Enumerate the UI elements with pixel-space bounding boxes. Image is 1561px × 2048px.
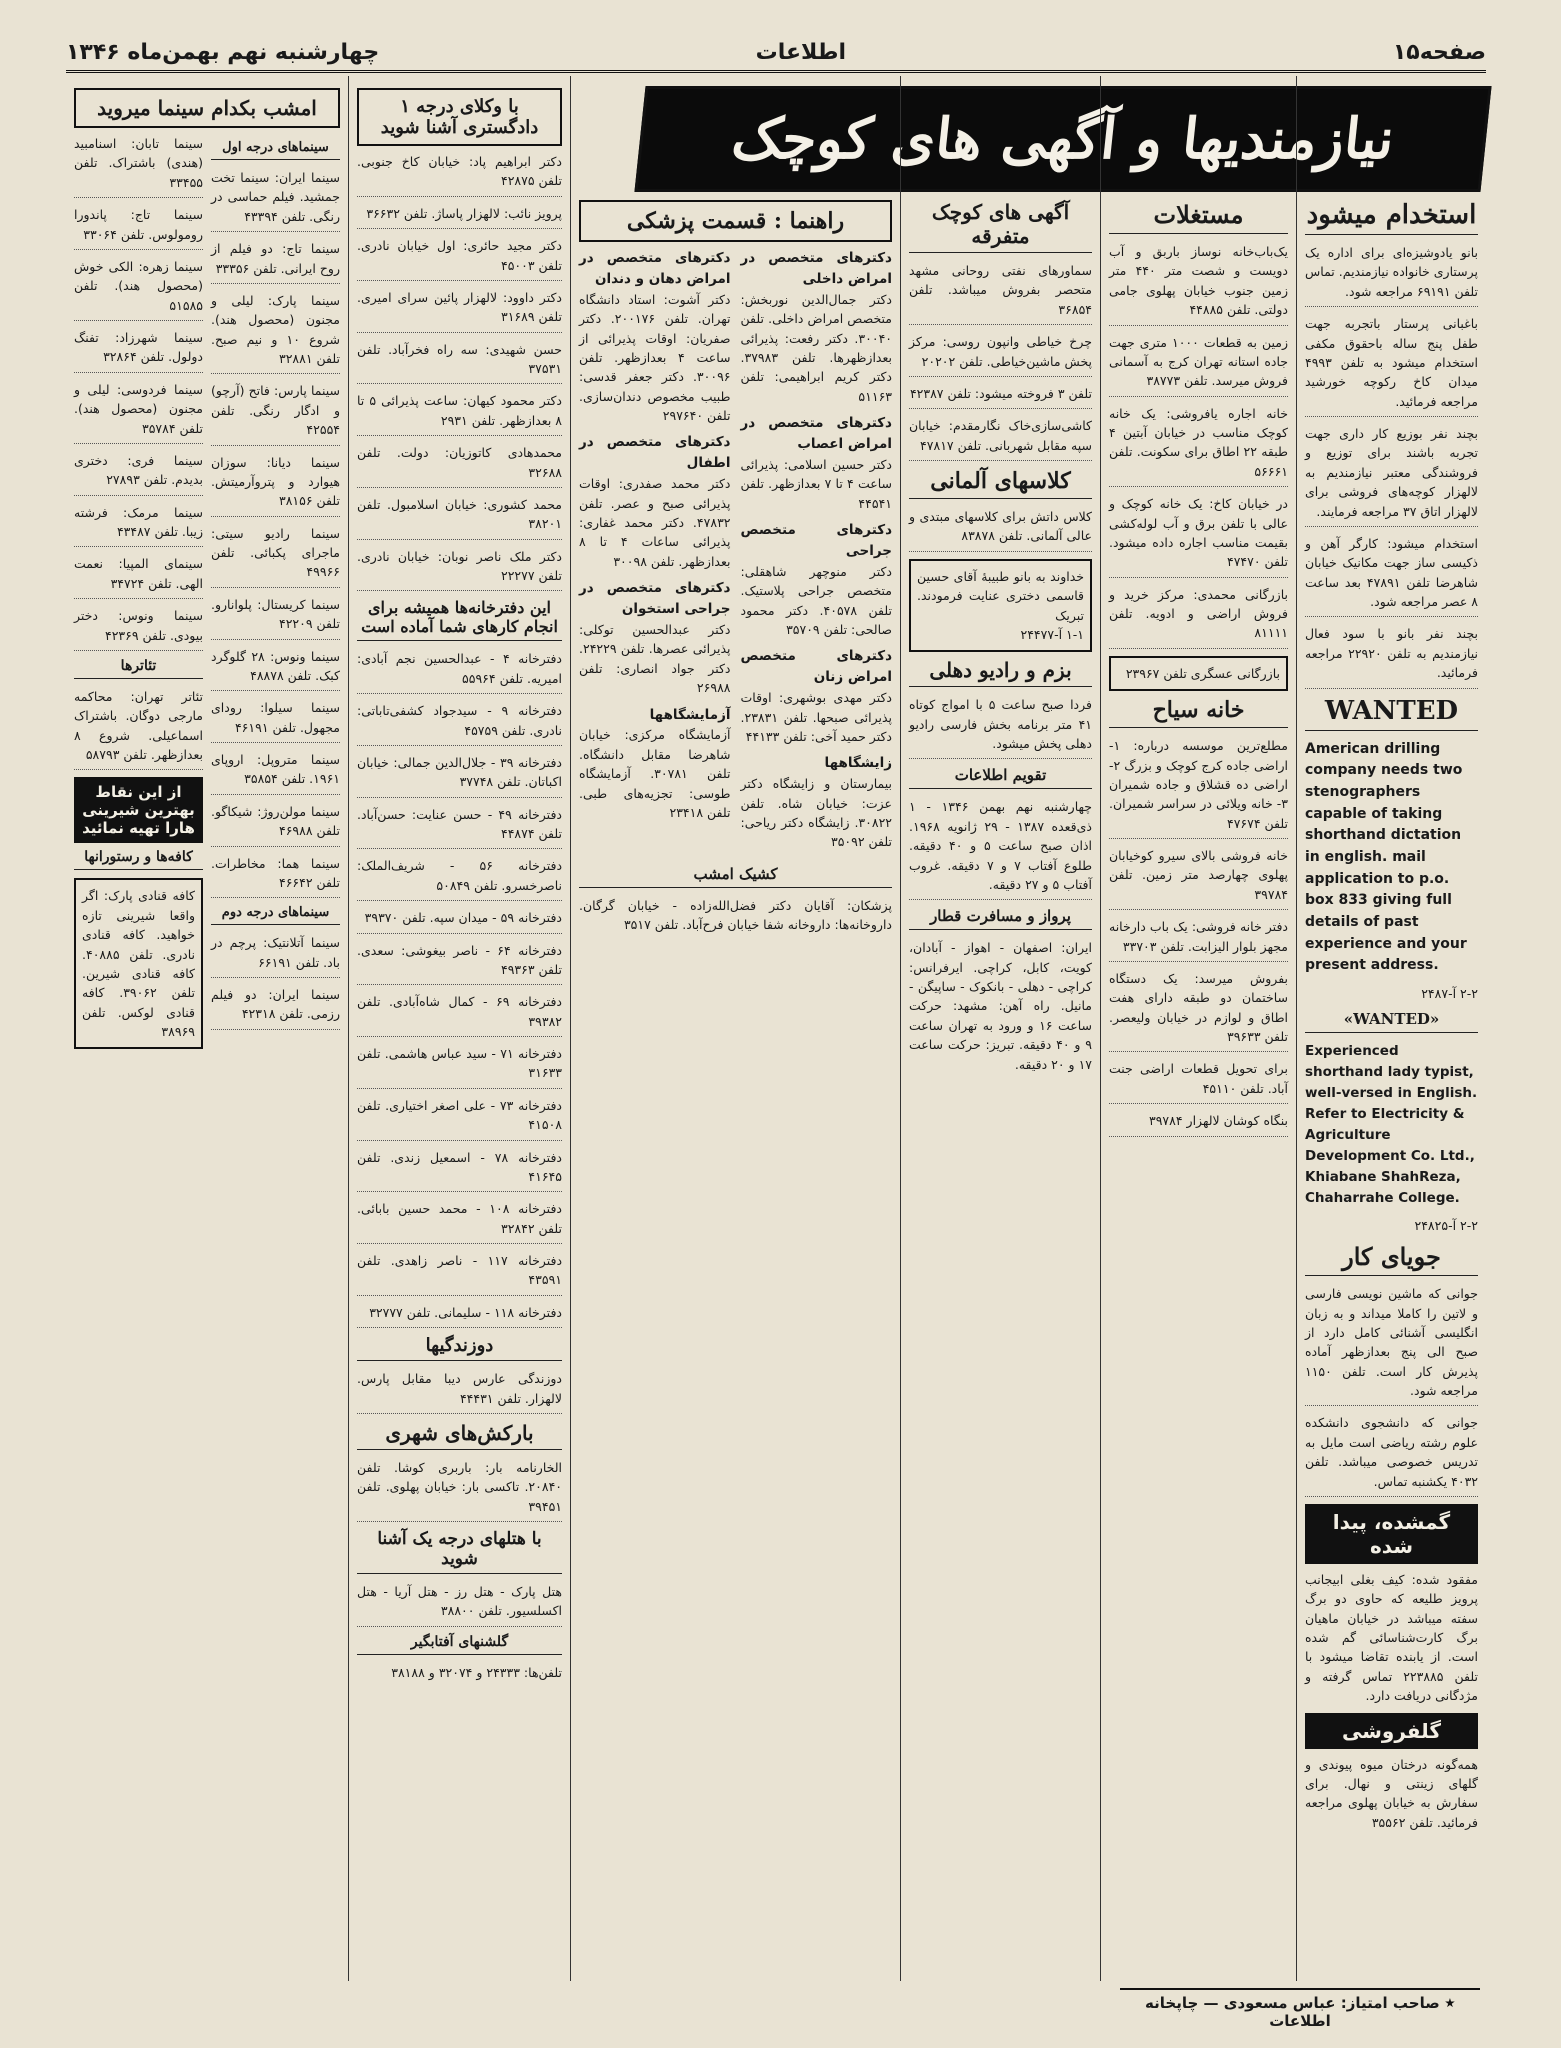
cinema-listing: سینما سیلوا: رودای مجهول. تلفن ۴۶۱۹۱ <box>211 698 340 743</box>
column-real-estate <box>1100 76 1296 1981</box>
sweets-heading: از این نقاط بهترین شیرینی هارا تهیه نمائید <box>74 777 203 843</box>
medical-section <box>579 578 731 697</box>
notary-ad: دفترخانه ۱۰۸ - محمد حسین بابائی. تلفن ۳۲۸۴۲ <box>357 1199 562 1244</box>
cinema-listing: سینما کریستال: پلوانارو. تلفن ۴۲۲۰۹ <box>211 595 340 640</box>
theaters-text: تئاتر تهران: محاکمه مارجی دوگان. باشتراک اسماعیلی. شروع ۸ بعدازظهر. تلفن ۵۸۷۹۳ <box>74 687 203 771</box>
medical-section <box>579 705 731 823</box>
real-estate-ad: زمین به قطعات ۱۰۰۰ متری جهت جاده استانه تهران‌ کرج به آسمانی فروش میرسد. تلفن ۳۸۷۷۳ <box>1109 333 1288 397</box>
cinema-listing: سینما فری: دختری بدیدم. تلفن ۲۷۸۹۳ <box>74 451 203 496</box>
real-estate-ad: یک‌باب‌خانه نوساز باربق و آب دویست و شصت متر ۴۴۰ متر زمین جنوب خیابان پهلوی جامی دولتی. تلفن ۴۴۸۸۵ <box>1109 242 1288 326</box>
medical-section <box>741 520 893 639</box>
theaters-heading: تئاترها <box>74 658 203 679</box>
cafes-heading: کافه‌ها و رستورانها <box>74 849 203 870</box>
cinema-subcolumns <box>74 134 340 1055</box>
medical-heading: راهنما : قسمت پزشکی <box>579 200 892 242</box>
cinema-listing: سینما تاج: پاندورا رومولوس. تلفن ۳۳۰۶۴ <box>74 205 203 250</box>
column-notices <box>900 76 1100 1981</box>
section-banner: نیازمندیها و آگهی های کوچک <box>634 86 1491 192</box>
medical-section-text: دکتر مهدی بوشهری: اوقات پذیرائی صبحها. تلفن ۲۳۸۳۱. دکتر حمید آخی: تلفن ۴۴۱۳۳ <box>740 690 892 744</box>
cinema-listing: سینما ونوس: دختر بیودی. تلفن ۴۲۳۶۹ <box>74 606 203 651</box>
cinema-listing: سینما متروپل: اروپای ۱۹۶۱. تلفن ۳۵۸۵۴ <box>211 750 340 795</box>
medical-section-text: دکتر منوچهر شاهقلی: متخصص جراحی پلاستیک. تلفن ۴۰۵۷۸. دکتر محمود صالحی: تلفن ۳۵۷۰۹ <box>740 563 892 638</box>
column-lawyers <box>348 76 570 1981</box>
real-estate-ad: بنگاه کوشان لالهزار ۳۹۷۸۴ <box>1109 1111 1288 1136</box>
medical-section-text: دکتر محمد صفدری: اوقات پذیرائی صبح و عصر. تلفن ۴۷۸۳۲. دکتر محمد غفاری: پذیرائی ساعات ۴ تا ۸ بعدازظهر. تلفن ۳۰۰۹۸ <box>579 476 731 569</box>
congrats-text: خداوند به بانو طبیبهٔ آقای حسین قاسمی دختری عنایت فرمودند. تبریک <box>917 568 1084 623</box>
cinema-listing: سینما شهرزاد: تفنگ دولول. تلفن ۳۲۸۶۴ <box>74 328 203 373</box>
notary-ad: دفترخانه ۱۱۷ - ناصر زاهدی. تلفن ۴۳۵۹۱ <box>357 1251 562 1296</box>
publisher-text: صاحب امتیاز: عباس مسعودی — چاپخانه اطلاعات <box>1145 1994 1440 2030</box>
calendar-text: چهارشنبه نهم بهمن ۱۳۴۶ - ۱ ذی‌قعده ۱۳۸۷ - ۲۹ ژانویه ۱۹۶۸. اذان صبح ساعت ۵ و ۴۰ دقیقه. طلوع آفتاب ۷ و ۷ دقیقه. غروب آفتاب ۵ و ۲۷ دقیقه. <box>909 797 1092 900</box>
publisher-footer <box>1120 1988 1480 2030</box>
notices-heading: آگهی های کوچک متفرقه <box>909 200 1092 253</box>
medical-subcolumns <box>579 248 892 859</box>
notary-ad: دفترخانه ۴۹ - حسن عنایت: حسن‌آباد. تلفن ۴۴۸۷۴ <box>357 805 562 850</box>
boxed-ad: بازرگانی عسگری تلفن ۲۳۹۶۷ <box>1109 656 1288 691</box>
cinema-listing: سینما پارک: لیلی و مجنون (محصول هند). شروع ۱۰ و نیم صبح. تلفن ۳۲۸۸۱ <box>211 291 340 375</box>
medical-section-text: دکتر حسین اسلامی: پذیرائی ساعت ۴ تا ۷ بعدازظهر. تلفن ۴۴۵۴۱ <box>740 456 892 511</box>
medical-subcolumn-right <box>741 248 893 859</box>
medical-section-heading: دکترهای متخصص در اطفال <box>579 434 731 472</box>
medical-section-heading: دکترهای متخصص در امراض داخلی <box>740 250 892 287</box>
employment-ad: بچند نفر بوزیع کار داری جهت تجربه باشند برای توزیع و فروشندگی معتبر نیازمندیم به لالهزار کوچه‌های فروشی برای لالهزار اتاق ۳۷ مراجعه فرمایند. <box>1305 424 1478 527</box>
real-estate-ad: بفروش میرسد: یک دستگاه ساختمان دو طبقه دارای هفت اطاق و لوازم در خیابان ولیعصر. تلفن ۳۹۶۳۳ <box>1109 969 1288 1053</box>
cinema-listing: سینما تاج: دو فیلم از روح ایرانی. تلفن ۳۳۳۵۶ <box>211 239 340 284</box>
lawyer-ad: پرویز نائب: لالهزار پاساژ. تلفن ۳۶۶۳۲ <box>357 204 562 229</box>
notary-ad: دفترخانه ۵۶ - شریف‌الملک: ناصرخسرو. تلفن ۵۰۸۴۹ <box>357 856 562 901</box>
travel-heading: پرواز و مسافرت قطار <box>909 907 1092 930</box>
radio-heading: بزم و رادیو دهلی <box>909 658 1092 687</box>
german-class-heading: کلاسهای آلمانی <box>909 468 1092 499</box>
halls-heading: گلشنهای آفتابگیر <box>357 1634 562 1655</box>
flowers-text: همه‌گونه درختان میوه پیوندی و گلهای زینتی و نهال. برای سفارش به خیابان پهلوی مراجعه فرمائید. تلفن ۳۵۵۶۲ <box>1305 1756 1478 1830</box>
employment-heading: استخدام میشود <box>1305 200 1478 235</box>
medical-section-text: دکتر عبدالحسین توکلی: پذیرائی عصرها. تلفن ۲۴۲۲۹. دکتر جواد انصاری: تلفن ۲۶۹۸۸ <box>579 622 731 696</box>
paper-name: اطلاعات <box>755 40 846 65</box>
employment-ad: استخدام میشود: کارگر آهن و ذکیسی ساز جهت مکانیک خیابان شاهرضا تلفن ۴۷۸۹۱ بعد ساعت ۸ عصر مراجعه شود. <box>1305 534 1478 618</box>
lost-found-text: مفقود شده: کیف بغلی ابیجانب پرویز طلیعه که حاوی دو برگ سفته میباشد در خیابان ماهیان برگ کارت‌شناسائی گم شده است. از یابنده تقاضا میشود با تلفن ۲۲۳۸۸۵ تماس گرفته و مژدگانی دریافت دارد. <box>1305 1571 1478 1704</box>
lawyer-ad: محمدهادی کاتوزیان: دولت. تلفن ۳۲۶۸۸ <box>357 443 562 488</box>
notary-ad: دفترخانه ۱۱۸ - سلیمانی. تلفن ۳۲۷۷۷ <box>357 1303 562 1328</box>
cinema-listing: سینما ایران: سینما تخت جمشید. فیلم حماسی در رنگی. تلفن ۴۳۳۹۴ <box>211 168 340 232</box>
cafes-text: کافه قنادی پارک: اگر واقعا شیرینی تازه خواهید. کافه قنادی نادری. تلفن ۴۰۸۸۵. کافه قنادی شیرین. تلفن ۳۹۰۶۲. کافه قنادی لوکس. تلفن ۳۸۹۶۹ <box>74 878 203 1049</box>
page-header <box>66 36 1486 73</box>
lost-found-heading: گمشده، پیدا شده <box>1305 1504 1478 1564</box>
flowers-heading: گلفروشی <box>1305 1713 1478 1749</box>
medical-subcolumn-left <box>579 248 731 859</box>
notice-ad: تلفن ۳ فروخته میشود: تلفن ۴۲۳۸۷ <box>909 384 1092 409</box>
medical-section-text: بیمارستان و زایشگاه دکتر عزت: خیابان شاه. تلفن ۳۰۸۲۲. زایشگاه دکتر ریاحی: تلفن ۳۵۰۹۲ <box>740 776 892 850</box>
calendar-heading: تقویم اطلاعات <box>909 766 1092 789</box>
cinema-listing: سینما مرمک: فرشته زیبا. تلفن ۴۳۴۸۷ <box>74 503 203 548</box>
medical-section-heading: دکترهای متخصص جراحی <box>740 522 892 559</box>
page-number: صفحه۱۵ <box>1392 40 1486 65</box>
columns <box>66 76 1486 1981</box>
wanted-ad-text: American drilling company needs two stenographers capable of taking shorthand dictation in english. mail application to p.o. box 833 giving full details of past experience and your present address. <box>1305 740 1467 974</box>
cinema-listing: سینما دیانا: سوزان هیوارد و پتروآرمیتش. تلفن ۳۸۱۵۶ <box>211 453 340 517</box>
cinema-listing: سینما فردوسی: لیلی و مجنون (محصول هند). تلفن ۳۵۷۸۴ <box>74 380 203 444</box>
column-cinemas <box>66 76 348 1981</box>
congrats-code: ۱-۱ آ-۲۴۴۷۷ <box>1020 626 1084 642</box>
notary-ad: دفترخانه ۷۸ - اسمعیل زندی. تلفن ۴۱۶۴۵ <box>357 1148 562 1193</box>
movers-text: الخارنامه بار: باربری کوشا. تلفن ۲۰۸۴۰. تاکسی بار: خیابان پهلوی. تلفن ۳۹۴۵۱ <box>357 1458 562 1522</box>
real-estate-ad: خانه فروشی بالای سیرو کوخیابان پهلوی چهارصد متر زمین. تلفن ۳۹۷۸۴ <box>1109 846 1288 910</box>
on-call-text: پزشکان: آقایان دکتر فضل‌الله‌زاده - خیابان گرگان. داروخانه‌ها: داروخانه شفا خیابان فرح‌آباد. تلفن ۳۵۱۷ <box>579 897 892 933</box>
medical-section-text: دکتر جمال‌الدین نوربخش: متخصص امراض داخلی. تلفن ۳۰۰۴۰. دکتر رفعت: پذیرائی بعدازظهرها. تلفن ۳۷۹۸۳. دکتر کریم ابراهیمی: تلفن ۵۱۱۶۳ <box>740 291 892 404</box>
radio-text: فردا صبح ساعت ۵ با امواج کوتاه ۴۱ متر برنامه بخش فارسی رادیو دهلی پخش میشود. <box>909 695 1092 759</box>
notary-ad: دفترخانه ۶۹ - کمال شاه‌آبادی. تلفن ۳۹۳۸۲ <box>357 992 562 1037</box>
medical-section <box>741 646 893 746</box>
lawyer-ad: دکتر داوود: لالهزار پائین سرای امیری. تلفن ۳۱۶۸۹ <box>357 288 562 333</box>
star-icon <box>1445 1998 1455 2008</box>
tour-heading: خانه سیاح <box>1109 697 1288 728</box>
medical-section-heading: دکترهای متخصص در امراض دهان و دندان <box>579 250 731 287</box>
cinema-listing: سینما آتلانتیک: پرچم در باد. تلفن ۶۶۱۹۱ <box>211 933 340 978</box>
medical-section-text: دکتر آشوت: استاد دانشگاه تهران. تلفن ۲۰۰۱۷۶. دکتر صفریان: اوقات پذیرائی از ساعت ۴ بعدازظهر. تلفن ۳۰۰۹۶. دکتر جعفر قدسی: طبیب مخصوص دندان‌سازی. تلفن ۲۹۷۶۴۰ <box>579 291 731 424</box>
notice-ad: چرخ خیاطی وانپون روسی: مرکز پخش ماشین‌خیاطی. تلفن ۲۰۲۰۲ <box>909 332 1092 377</box>
medical-section <box>579 432 731 571</box>
real-estate-ad: برای تحویل قطعات اراضی جنت آباد. تلفن ۴۵۱۱۰ <box>1109 1059 1288 1104</box>
notice-ad: سماورهای نفتی روحانی مشهد متحصر بفروش میباشد. تلفن ۳۶۸۵۴ <box>909 261 1092 325</box>
cinema-listing: سینما هما: مخاطرات. تلفن ۴۶۶۴۲ <box>211 854 340 899</box>
employment-ad: بانو یادوشیزه‌ای برای اداره یک پرستاری خانواده نیازمندیم. تماس تلفن ۶۹۱۹۱ مراجعه شود. <box>1305 243 1478 307</box>
jobseeker-ad: جوانی که دانشجوی دانشکده علوم رشته ریاضی است مایل به تدریس خصوصی میباشد. تلفن ۴۰۳۲ یکشنبه تماس. <box>1305 1413 1478 1497</box>
cinema-listing: سینما زهره: الکی خوش (محصول هند). تلفن ۵۱۵۸۵ <box>74 257 203 321</box>
real-estate-ad: در خیابان کاخ: یک خانه کوچک و عالی با تلفن برق و آب لوله‌کشی بقیمت مناسب اجاره داده میشود. تلفن ۴۷۴۷۰ <box>1109 494 1288 578</box>
jobseeker-ad: جوانی که ماشین نویسی فارسی و لاتین را کاملا میداند و به زبان انگلیسی آشنائی کامل دارد از صبح الی پنج بعدازظهر آماده پذیرش کار است. تلفن ۱۱۵۰ مراجعه شود. <box>1305 1284 1478 1406</box>
lawyer-ad: دکتر ملک ناصر نوبان: خیابان نادری. تلفن ۲۲۲۷۷ <box>357 547 562 592</box>
halls-text: تلفن‌ها: ۲۴۳۳۳ و ۳۲۰۷۴ و ۳۸۱۸۸ <box>391 1664 562 1680</box>
hotels-heading: با هتلهای درجه یک آشنا شوید <box>357 1529 562 1574</box>
travel-text: ایران: اصفهان - اهواز - آبادان، کویت، کابل، کراچی. ایرفرانس: کراچی - دهلی - بانکوک - ساپیگن - مانیل. راه آهن: مشهد: حرکت ساعت ۱۶ و ورود به تهران ساعت ۹ و ۴۰ دقیقه. تبریز: حرکت ساعت ۱۷ و ۲۰ دقیقه. <box>909 940 1092 1072</box>
medical-section-heading: زایشگاهها <box>824 755 892 772</box>
lawyer-ad: دکتر مجید حائری: اول خیابان نادری. تلفن ۴۵۰۰۳ <box>357 236 562 281</box>
jobseeker-heading: جویای کار <box>1305 1242 1478 1276</box>
movers-heading: بارکش‌های شهری <box>357 1421 562 1450</box>
lawyer-ad: دکتر محمود کیهان: ساعت پذیرائی ۵ تا ۸ بعدازظهر. تلفن ۲۹۳۱ <box>357 391 562 436</box>
tailors-text: دوزندگی عارس دیبا مقابل پارس. لالهزار. تلفن ۴۴۴۳۱ <box>357 1369 562 1414</box>
cinema-listing: سینمای المپیا: نعمت الهی. تلفن ۳۴۷۲۴ <box>74 554 203 599</box>
congrats-box <box>909 559 1092 653</box>
lawyer-ad: محمد کشوری: خیابان اسلامبول. تلفن ۳۸۲۰۱ <box>357 495 562 540</box>
lawyer-ad: دکتر ابراهیم پاد: خیابان کاخ جنوبی. تلفن ۴۲۸۷۵ <box>357 152 562 197</box>
cinema-listing: سینما رادیو سیتی: ماجرای پکبائی. تلفن ۴۹۹۶۶ <box>211 524 340 588</box>
tailors-heading: دوزندگیها <box>357 1335 562 1361</box>
first-class-heading: سینماهای درجه اول <box>211 140 340 160</box>
medical-section-heading: دکترهای متخصص در جراحی استخوان <box>579 580 731 618</box>
lawyer-ad: حسن شهیدی: سه راه فخرآباد. تلفن ۳۷۵۳۱ <box>357 340 562 385</box>
lawyers-heading: با وکلای درجه ۱ دادگستری آشنا شوید <box>357 88 562 146</box>
real-estate-heading: مستغلات <box>1109 200 1288 234</box>
second-class-heading: سینماهای درجه دوم <box>211 905 340 925</box>
medical-section-heading: آزمایشگاهها <box>649 706 731 723</box>
notaries-heading: این دفترخانه‌ها همیشه برای انجام کارهای شما آماده است <box>357 598 562 641</box>
medical-section-heading: دکترهای متخصص امراض زنان <box>740 648 892 686</box>
tour-text: مطلع‌ترین موسسه درباره: ۱- اراضی جاده کرج کوچک و بزرگ ۲- اراضی ده قشلاق و جاده شمیران ۳- خانه ویلائی در سراسر شمیران. تلفن ۴۷۶۷۴ <box>1109 736 1288 839</box>
german-class-text: کلاس داتش برای کلاسهای مبتدی و عالی آلمانی. تلفن ۸۳۸۷۸ <box>909 507 1092 552</box>
notary-ad: دفترخانه ۹ - سیدجواد کشفی‌تاباتی: نادری. تلفن ۴۵۷۵۹ <box>357 701 562 746</box>
wanted2-ad-text: Experienced shorthand lady typist, well-versed in English. Refer to Electricity & Agriculture Development Co. Ltd., Khiabane ShahReza, Chaharrahe College. <box>1305 1043 1478 1206</box>
employment-ad: بچند نفر بانو با سود فعال نیازمندیم به تلفن ۲۲۹۲۰ مراجعه فرمائید. <box>1305 624 1478 688</box>
column-medical <box>570 76 900 1981</box>
cinema-subcolumn-left <box>74 134 203 1055</box>
wanted2-ad-code: ۲-۲ آ-۲۴۸۲۵ <box>1414 1217 1478 1233</box>
medical-section <box>579 248 731 425</box>
cinema-listing: سینما پارس: فاتح (آرچو) و ادگار رنگی. تلفن ۴۲۵۵۴ <box>211 381 340 445</box>
hotels-text: هتل پارک - هتل رز - هتل آریا - هتل اکسلسیور. تلفن ۳۸۸۰۰ <box>357 1582 562 1627</box>
notary-ad: دفترخانه ۷۳ - علی اصغر اختیاری. تلفن ۴۱۵۰۸ <box>357 1096 562 1141</box>
issue-date: چهارشنبه نهم بهمن‌ماه ۱۳۴۶ <box>66 40 380 65</box>
real-estate-ad: بازرگانی محمدی: مرکز خرید و فروش اراضی و ادویه. تلفن ۸۱۱۱۱ <box>1109 585 1288 649</box>
medical-section-text: آزمایشگاه مرکزی: خیابان شاهرضا مقابل دانشگاه. تلفن ۳۰۷۸۱. آزمایشگاه طوسی: تجزیه‌های طبی. تلفن ۲۳۴۱۸ <box>579 727 731 820</box>
medical-section <box>741 753 893 851</box>
real-estate-ad: دفتر خانه فروشی: یک باب دارخانه مجهز بلوار الیزابت. تلفن ۳۳۷۰۳ <box>1109 917 1288 962</box>
wanted-ad-code: ۲-۲ آ-۲۴۸۷ <box>1421 986 1478 1002</box>
medical-section-heading: دکترهای متخصص در امراض اعصاب <box>740 415 892 453</box>
column-employment <box>1296 76 1486 1981</box>
employment-ad: باغبانی پرستار باتجربه جهت طفل پنج ساله باحقوق مکفی استخدام میشود به تلفن ۴۹۹۳ میدان کاخ رکوچه خورشید مراجعه فرمائید. <box>1305 314 1478 417</box>
notary-ad: دفترخانه ۳۹ - جلال‌الدین جمالی: خیابان اکباتان. تلفن ۳۷۷۴۸ <box>357 753 562 798</box>
on-call-heading: کشیک امشب <box>579 865 892 888</box>
cinema-listing: سینما ایران: دو فیلم رزمی. تلفن ۴۲۳۱۸ <box>211 985 340 1030</box>
cinema-listing: سینما ونوس: ۲۸ گلوگرد کبک. تلفن ۴۸۸۷۸ <box>211 647 340 692</box>
wanted-heading: WANTED <box>1305 696 1478 731</box>
notary-ad: دفترخانه ۷۱ - سید عباس هاشمی. تلفن ۳۱۶۳۳ <box>357 1044 562 1089</box>
medical-section <box>741 413 893 513</box>
cinema-listing: سینما تابان: اسنامبید (هندی) باشتراک. تلفن ۳۳۴۵۵ <box>74 134 203 198</box>
cinema-listing: سینما مولن‌روژ: شیکاگو. تلفن ۴۶۹۸۸ <box>211 802 340 847</box>
medical-section <box>741 248 893 406</box>
notice-ad: کاشی‌سازی‌خاک نگارمقدم: خیابان سپه مقابل شهربانی. تلفن ۴۷۸۱۷ <box>909 416 1092 461</box>
cinema-subcolumn-right <box>211 134 340 1055</box>
real-estate-ad: خانه اجاره یافروشی: یک خانه کوچک مناسب در خیابان آبتین ۴ طبقه ۲۲ اطاق برای سکونت. تلفن ۵۶۶۶۱ <box>1109 404 1288 488</box>
notary-ad: دفترخانه ۵۹ - میدان سپه. تلفن ۳۹۳۷۰ <box>357 908 562 933</box>
notary-ad: دفترخانه ۴ - عبدالحسین نجم آبادی: امیریه. تلفن ۵۵۹۶۴ <box>357 649 562 694</box>
notary-ad: دفترخانه ۶۴ - ناصر بیغوشی: سعدی. تلفن ۴۹۳۶۳ <box>357 941 562 986</box>
wanted2-heading: «WANTED» <box>1305 1010 1478 1033</box>
cinemas-heading: امشب بکدام سینما میروید <box>74 88 340 128</box>
